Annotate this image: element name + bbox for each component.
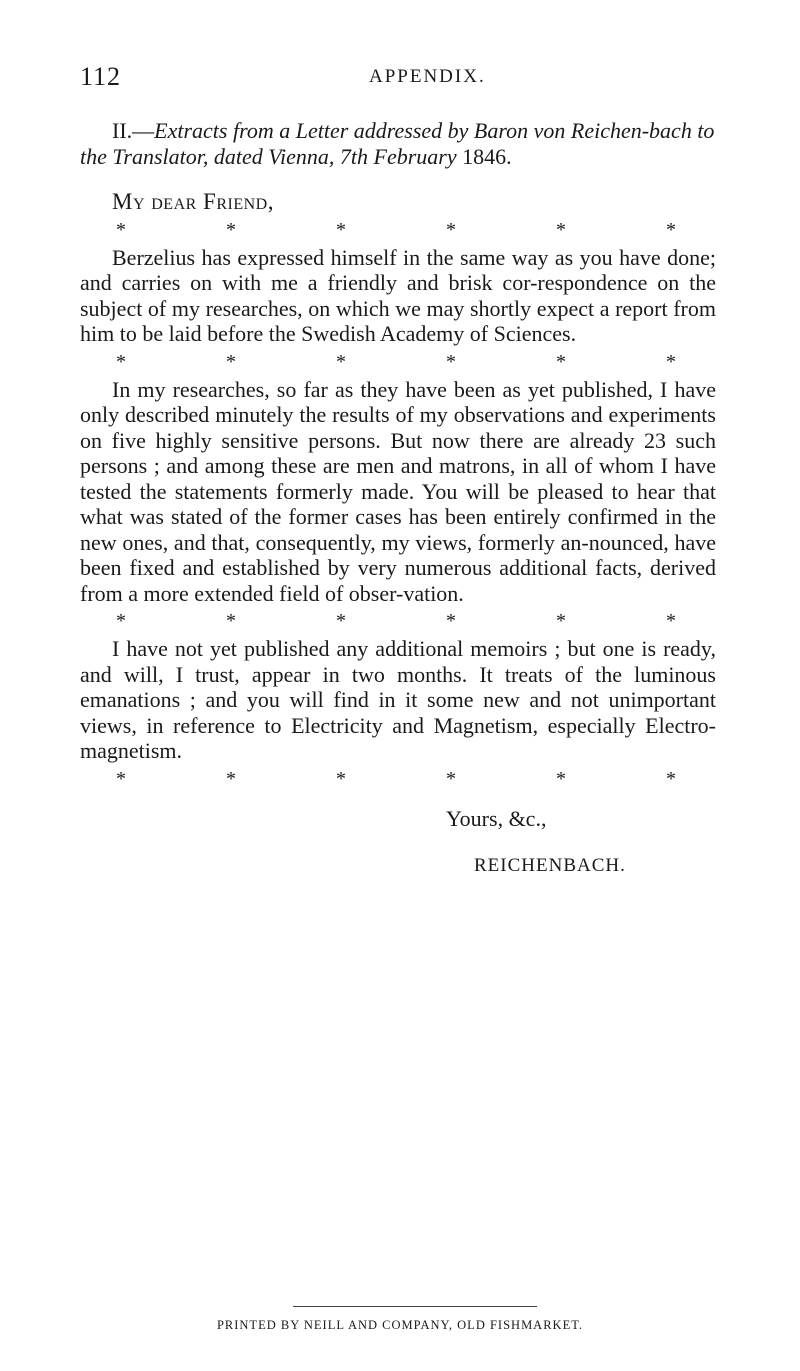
paragraph — [80, 245, 716, 347]
star: * — [666, 610, 676, 632]
salutation: My dear Friend, — [112, 189, 274, 214]
asterism — [116, 351, 676, 373]
paragraph-text: I have not yet published any additional memoirs ; but one is ready, and will, I trust, appear in two months. It treats of the luminous emanations ; and you will find in it some new and not unimportant views, in reference to Electricity and Magnetism, especially Electro-magnetism. — [80, 636, 716, 763]
star: * — [336, 610, 346, 632]
closing: Yours, &c., — [446, 805, 547, 831]
paragraph-text: Berzelius has expressed himself in the same way as you have done; and carries on with me a friendly and brisk cor-respondence on the subject of my researches, on which we may shortly expect a report from him to be laid before the Swedish Academy of Sciences. — [80, 244, 716, 346]
star: * — [556, 610, 566, 632]
star: * — [116, 218, 126, 241]
star: * — [446, 350, 456, 373]
star: * — [446, 610, 456, 632]
star: * — [336, 350, 346, 373]
heading-text: Extracts from a Letter addressed by Baron von Reichen-bach to the Translator, dated Vienna, 7th February — [80, 118, 715, 169]
star: * — [226, 218, 236, 241]
letter-body — [80, 118, 716, 879]
footer-rule — [293, 1306, 537, 1307]
star: * — [556, 218, 566, 241]
star: * — [666, 767, 676, 790]
star: * — [446, 767, 456, 790]
running-title: APPENDIX. — [369, 66, 486, 87]
heading-year: 1846. — [462, 143, 512, 169]
star: * — [336, 767, 346, 790]
star: * — [226, 767, 236, 790]
star: * — [116, 350, 126, 373]
star: * — [226, 350, 236, 373]
heading-dash: — — [132, 118, 155, 143]
star: * — [116, 610, 126, 632]
paragraph-text: In my researches, so far as they have been as yet published, I have only described minutely the results of my observations and experiments on five highly sensitive persons. But now there are already 23 such persons ; and among these are men and matrons, in all of whom I have tested the statements formerly made. You will be pleased to hear that what was stated of the former cases has been entirely confirmed in the new ones, and that, consequently, my views, formerly an-nounced, have been fixed and established by very numerous additional facts, derived from a more extended field of obser-vation. — [80, 376, 716, 606]
page-number: 112 — [80, 62, 122, 91]
section-heading — [80, 118, 716, 169]
section-number: II. — [112, 118, 133, 143]
star: * — [116, 767, 126, 790]
paragraph — [80, 377, 716, 607]
star: * — [446, 218, 456, 241]
running-head — [80, 62, 710, 92]
paragraph — [80, 636, 716, 764]
star: * — [336, 218, 346, 241]
signature: REICHENBACH. — [474, 855, 626, 876]
star: * — [226, 610, 236, 632]
star: * — [556, 350, 566, 373]
asterism — [116, 219, 676, 241]
star: * — [556, 767, 566, 790]
star: * — [666, 218, 676, 241]
asterism — [116, 768, 676, 790]
printer-imprint: PRINTED BY NEILL AND COMPANY, OLD FISHMARKET. — [216, 1318, 584, 1332]
star: * — [666, 350, 676, 373]
asterism — [116, 610, 676, 632]
